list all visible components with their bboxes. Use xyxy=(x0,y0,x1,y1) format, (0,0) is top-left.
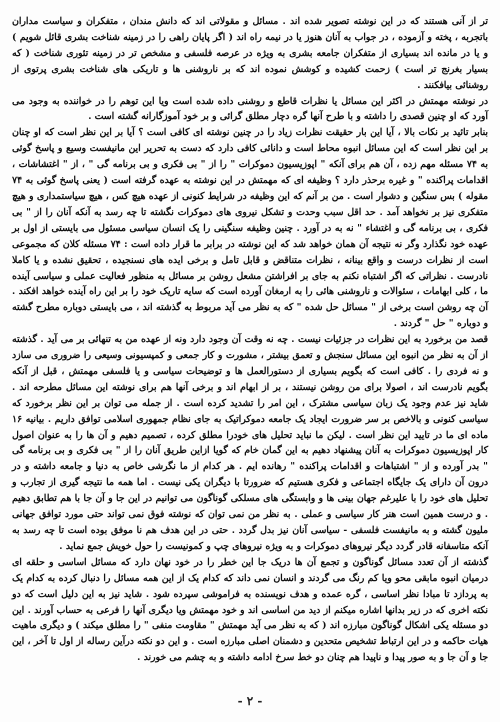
paragraph-5: گذشته از آن تعدد مسائل گوناگون و تجمع آن ها دریک جا این خطر را در خود نهان دارد که مسائل اساسی و حلقه ای درمیان انبوه مابقی محو ویا کم رنگ می گردند و انسان نمی داند که کدام یک از این همه مسائل را دنبال کرده به کدام یک به پردازد تا مبادا نظر اساسی ، گره عمده و هدف نویسنده به فراموشی سپرده شود . شاید نیز به این دلیل است که دو نکته اخری که در زیر بدانها اشاره میکنم از دید من اساسی اند و خود مهمتش ویا دیگری آنها را فرعی به حساب آورند . این دو مسئله یکی اشکال گوناگون مبارزه اند ( که به نظر می آید مهمتش " مقاومت منفی " را مطلق میکند ) و دیگری ماهیت هیات حاکمه و در این ارتباط تشخیص متحدین و دشمنان اصلی مبارزه است . و این دو نکته درآین رساله از اول تا آخر ، این جا و آن جا و به صور پیدا و ناپیدا هم چنان دو خط سرخ ادامه داشته و به چشم می خورند . xyxy=(12,556,488,664)
paragraph-1: تر از آنی هستند که در این نوشته تصویر شده اند . مسائل و مقولاتی اند که دانش مندان ، متفکران و سیاست مداران باتجربه ، پخته و آزموده ، در جواب به آنان هنوز یا در نیمه راه اند ( اگر پایان راهی را در زمینه شناخت بشری قائل شویم ) و یا در مانده اند بسیاری از متفکران جامعه بشری به ویژه در عرصه فلسفی و مشخص تر در زمینه تئوری شناخت ( که بسیار بغرنج تر است ) زحمت کشیده و کوشش نموده اند که بر ناروشنی ها و تاریکی های شناخت بشری پرتوی از روشنائی بیافکنند . xyxy=(12,16,488,91)
page-number: - ۲ - xyxy=(237,694,263,708)
paragraph-4: قصد من برخورد به این نظرات در جزئیات نیست . چه نه وقت آن وجود دارد ونه از عهده من به تنهائی بر می آید . گذشته از آن به نظر من انبوه این مسائل سنجش و تعمق بیشتر ، مشورت و کار جمعی و کمپسیونی وسیعی را ضروری می سازد و نه فردی را . کافی است که بگویم بسیاری از دستورالعمل ها و توضیحات سیاسی و یا فلسفی مهمتش ، قبل از آنکه بگویم نادرست اند ، اصولا برای من روشن نیستند ، بر از ابهام اند و برخی آنها هم برای نوشته این مسائل مطرحه اند . شاید نیز عدم وجود یک زبان سیاسی مشترک ، این امر را تشدید کرده است . از جمله می توان بر این نظر برخورد که سیاسی کنونی و بالاخص بر سر ضرورت ایجاد یک جامعه دموکراتیک به جای نظام جمهوری اسلامی توافق داریم . بیانیه ۱۶ ماده ای ما در تایید این نظر است . لیکن ما نباید تحلیل های خودرا مطلق کرده ، تصمیم دهیم و آن ها را به عنوان اصول کار اپوزیسیون دموکرات به آنان پیشنهاد دهیم به این گمان خام که گویا ازاین طریق آنان را از " بی فکری و بی برنامه گی " بدر آورده و از " اشتباهات و اقدامات پراکنده " رهانده ایم . هر کدام از ما نگرشی خاص به دنیا و جامعه داشته و در درون آن دارای یک جایگاه اجتماعی و فکری هستیم که ضرورتا با دیگران یکی نیست . اما همه ما نتیجه گیری از تجارب و تحلیل های خود را با علیرغم جهان بینی ها و وابستگی های مسلکی گوناگون می توانیم در این جا و آن جا با هم تطابق دهیم . و درست همین است هنر کار سیاسی و عملی . به نظر من نمی توان که نوشته فوق نمی تواند حتی مورد توافق جهانی ملیون گشته و به مانیفست فلسفی - سیاسی آنان نیز بدل گردد . حتی در این هدف هم نا موفق بوده است تا چه رسد به آنکه متاسفانه قادر گردد دیگر نیروهای دموکرات و به ویژه نیروهای چپ و کمونیست را حول خویش جمع نماید . xyxy=(12,334,488,552)
document-body xyxy=(12,14,488,666)
paragraph-2: در نوشته مهمتش در اکثر این مسائل یا نظرات قاطع و روشنی داده شده است ویا این توهم را در خواننده به وجود می آورد که او چنین قصدی را داشته و با طرح آنها گره دچار مطلق گرائی و بر خود آموزگارانه گشته است . xyxy=(12,95,488,123)
paragraph-3: بنابر تائید بر نکات بالا ، آیا این بار حقیقت نظرات زیاد را در چنین نوشته ای کافی است ؟ آیا بر این نظر است که او چنان بر این نظر است که این مسائل انبوه محاط است و دانائی کافی دارد که دست به تحریر این مانیفست وسیع و پاسخ گوئی به ۷۴ مسئله مهم زده ، آن هم برای آنکه " اپوزیسیون دموکرات " را از " بی فکری و بی برنامه گی " ، از " اغتشاشات ، اقدامات پراکنده " و غیره برحذر دارد ؟ وظیفه ای که مهمتش در این نوشته به عهده گرفته است ( یعنی پاسخ گوئی به ۷۴ مقوله ) بس سنگین و دشوار است . من بر آنم که این وظیفه در شرایط کنونی از عهده هیچ کس ، هیچ سیاستمداری و هیچ متفکری نیز بر نخواهد آمد . حد اقل سبب وحدت و تشکل نیروی های دموکرات نگشته تا چه رسد به آنکه آنان را از " بی فکری ، بی برنامه گی و اغتشاء " نه به در آورد . چنین وظیفه سنگینی را یک انسان سیاسی مسئول می بایستی از اول بر عهده خود نگذارد وگر نه نتیجه آن همان خواهد شد که این نوشته در برابر ما قرار داده است : ۷۴ مسئله کلان که مجموعی است از نظرات درست و واقع بینانه ، نظرات متناقض و قابل تامل و برخی ایده های نسنجیده ، تحقیق نشده و یا کاملا نادرست . نظراتی که اگر اشتباه نکنم به جای بر افراشتن مشعل روشن بر مسائل به منظور فعالیت عملی و سیاسی آینده ما ، کلی ابهامات ، سئوالات و ناروشنی هائی را به ارمغان آورده است که سایه تاریک خود را بر این راه آینده خواهد افکند . آن چه روشن است برخی از " مسائل حل شده " که به نظر می آید مربوط به گذشته اند ، می بایستی دوباره مطرح گشته و دوباره " حل " گردند . xyxy=(12,127,488,330)
